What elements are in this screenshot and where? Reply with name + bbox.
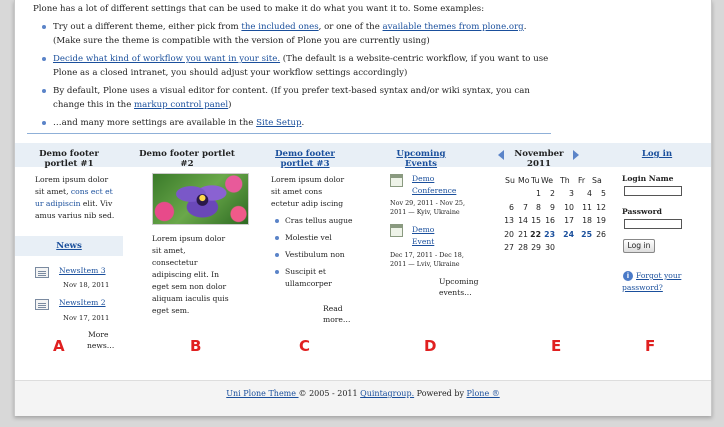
portlet3-bullet: Vestibulum non bbox=[285, 250, 345, 259]
intro-section bbox=[33, 2, 553, 134]
site-footer bbox=[15, 380, 711, 416]
portlet2-line: consectetur bbox=[152, 258, 198, 267]
calendar-day: 27 bbox=[504, 243, 514, 252]
password-input[interactable] bbox=[624, 219, 682, 229]
calendar-day: 18 bbox=[582, 216, 592, 225]
text: …and many more settings are available in the bbox=[53, 118, 257, 128]
event-1-date-2: 2011 — Kyiv, Ukraine bbox=[390, 208, 460, 216]
more-news-1[interactable]: More bbox=[88, 330, 109, 339]
more-news-2[interactable]: news… bbox=[87, 341, 115, 350]
news-item-2-link[interactable]: NewsItem 2 bbox=[59, 298, 106, 307]
portlet2-title: Demo footer portlet #2 bbox=[139, 149, 235, 169]
included-themes-link[interactable]: the included ones bbox=[241, 22, 319, 32]
news-item-3-link[interactable]: NewsItem 3 bbox=[59, 266, 106, 275]
login-name-label: Login Name bbox=[622, 174, 674, 183]
event-2-link-2[interactable]: Event bbox=[412, 237, 435, 246]
news-title-link[interactable]: News bbox=[56, 241, 82, 251]
portlet2-line: adipiscing elit. In bbox=[152, 270, 219, 279]
marker-e: E bbox=[551, 337, 562, 355]
bullet-icon bbox=[275, 219, 279, 223]
weekday-sa: Sa bbox=[592, 176, 602, 185]
portlet3-bullet: Molestie vel bbox=[285, 233, 332, 242]
calendar-day: 19 bbox=[596, 216, 606, 225]
text: Powered by bbox=[414, 389, 467, 398]
event-2-date-1: Dec 17, 2011 - Dec 18, bbox=[390, 251, 464, 259]
calendar-day: 5 bbox=[601, 189, 606, 198]
portlet1-line2 bbox=[35, 186, 113, 198]
portlet3-line: Lorem ipsum dolor bbox=[271, 175, 345, 184]
calendar-day: 8 bbox=[536, 202, 541, 212]
calendar-day[interactable]: 23 bbox=[544, 229, 555, 239]
divider bbox=[27, 133, 551, 134]
footer-text bbox=[15, 389, 711, 398]
calendar-day: 11 bbox=[582, 202, 592, 212]
plone-link[interactable]: Plone ® bbox=[466, 389, 500, 398]
intro-item-workflow bbox=[53, 52, 553, 80]
text: © 2005 - 2011 bbox=[298, 389, 361, 398]
calendar-day: 2 bbox=[550, 189, 555, 198]
workflow-link[interactable]: Decide what kind of workflow you want in your site. bbox=[53, 54, 281, 64]
marker-d: D bbox=[424, 337, 437, 355]
calendar-day[interactable]: 22 bbox=[530, 229, 541, 239]
weekday-tu: Tu bbox=[531, 176, 540, 185]
forgot-password-link-2[interactable]: password? bbox=[622, 283, 663, 292]
calendar-day: 29 bbox=[531, 243, 541, 252]
page-frame bbox=[14, 0, 712, 416]
bullet-icon bbox=[275, 236, 279, 240]
portlet2-line: sit amet, bbox=[152, 246, 186, 255]
calendar-day[interactable]: 24 bbox=[563, 229, 574, 239]
portlet2-line: aliquam iaculis quis bbox=[152, 294, 229, 303]
event-1-date-1: Nov 29, 2011 - Nov 25, bbox=[390, 199, 466, 207]
intro-lead: Plone has a lot of different settings that can be used to make it do what you want it to. Some examples: bbox=[33, 4, 485, 14]
plone-themes-link[interactable]: available themes from plone.org bbox=[382, 22, 524, 32]
portlet1-link2[interactable]: ur adipiscin bbox=[35, 199, 81, 208]
weekday-su: Su bbox=[505, 176, 515, 185]
intro-item-theme bbox=[53, 20, 553, 48]
portlet2-line: eget sem. bbox=[152, 306, 190, 315]
portlet3-bullet: Cras tellus augue bbox=[285, 216, 353, 225]
text: . bbox=[301, 118, 305, 128]
calendar-day: 14 bbox=[518, 216, 528, 225]
text: By default, Plone uses a visual editor for content. (If you prefer text-based syntax and/or wiki syntax, you can change this in the bbox=[53, 86, 530, 110]
news-item-3-date: Nov 18, 2011 bbox=[63, 281, 110, 289]
login-button[interactable]: Log in bbox=[623, 239, 655, 253]
calendar-day: 13 bbox=[504, 216, 514, 225]
calendar-day: 10 bbox=[564, 202, 574, 212]
calendar-day: 20 bbox=[504, 229, 514, 239]
calendar-day: 16 bbox=[545, 216, 555, 225]
calendar-day: 12 bbox=[596, 202, 606, 212]
calendar-day: 6 bbox=[509, 202, 514, 212]
weekday-we: We bbox=[541, 176, 554, 185]
intro-list bbox=[33, 20, 553, 130]
text: ) bbox=[228, 100, 232, 110]
calendar-day: 4 bbox=[587, 189, 592, 198]
intro-item-editor bbox=[53, 84, 553, 112]
text: (The default is a website-centric workflow, if you want to use Plone as a closed intranet, you should adjust your workflow settings accordingly) bbox=[53, 54, 549, 78]
read-more-2[interactable]: more… bbox=[323, 315, 351, 324]
portlet-header-band bbox=[15, 143, 711, 167]
weekday-fr: Fr bbox=[578, 176, 586, 185]
news-item-icon bbox=[35, 299, 49, 310]
calendar-day: 28 bbox=[518, 243, 528, 252]
calendar-day: 3 bbox=[569, 189, 574, 198]
text: . (Make sure the theme is compatible with the version of Plone you are currently using) bbox=[53, 22, 527, 46]
event-1-link-1[interactable]: Demo bbox=[412, 174, 435, 183]
portlet3-bullet: Suscipit et bbox=[285, 267, 326, 276]
portlet3-title-link[interactable]: Demo footer portlet #3 bbox=[275, 149, 335, 169]
event-2-date-2: 2011 — Lviv, Ukraine bbox=[390, 260, 460, 268]
weekday-mo: Mo bbox=[518, 176, 530, 185]
calendar-day: 15 bbox=[531, 216, 541, 225]
portlet3-line: ectetur adip iscing bbox=[271, 199, 344, 208]
read-more-1[interactable]: Read bbox=[323, 304, 343, 313]
next-month-icon[interactable] bbox=[573, 150, 579, 160]
text: sit amet, bbox=[35, 187, 71, 196]
text: , or one of the bbox=[318, 22, 383, 32]
calendar-day: 26 bbox=[596, 229, 606, 239]
text: elit. Viv bbox=[80, 199, 113, 208]
portlet2-line: Lorem ipsum dolor bbox=[152, 234, 226, 243]
marker-b: B bbox=[190, 337, 202, 355]
event-2-link-1[interactable]: Demo bbox=[412, 225, 435, 234]
calendar-day: 21 bbox=[518, 229, 528, 239]
calendar-day: 17 bbox=[564, 216, 574, 225]
portlet1-title: Demo footer portlet #1 bbox=[39, 149, 99, 169]
portlet3-line: sit amet cons bbox=[271, 187, 323, 196]
intro-item-setup bbox=[53, 116, 553, 130]
forgot-password-link-1[interactable]: Forgot your bbox=[636, 271, 682, 280]
bullet-icon bbox=[275, 253, 279, 257]
uni-plone-theme-link[interactable]: Uni Plone Theme bbox=[226, 389, 299, 398]
portlet1-line1: Lorem ipsum dolor bbox=[35, 175, 109, 184]
markup-control-panel-link[interactable]: markup control panel bbox=[134, 100, 229, 110]
calendar-day: 30 bbox=[545, 243, 555, 252]
portlet3-bullet-cont: ullamcorper bbox=[285, 279, 332, 288]
calendar-icon bbox=[390, 174, 403, 187]
login-title-link[interactable]: Log in bbox=[641, 149, 673, 159]
calendar-day[interactable]: 25 bbox=[581, 229, 592, 239]
portlet1-line3 bbox=[35, 198, 112, 210]
news-item-icon bbox=[35, 267, 49, 278]
marker-c: C bbox=[299, 337, 311, 355]
upcoming-events-more-2[interactable]: events… bbox=[439, 288, 472, 297]
site-setup-link[interactable]: Site Setup bbox=[256, 118, 302, 128]
password-label: Password bbox=[622, 207, 662, 216]
info-icon: i bbox=[623, 271, 633, 281]
upcoming-events-more-1[interactable]: Upcoming bbox=[439, 277, 479, 286]
weekday-th: Th bbox=[560, 176, 570, 185]
portlet2-line: eget sem non dolor bbox=[152, 282, 227, 291]
upcoming-events-link[interactable]: Upcoming Events bbox=[396, 149, 446, 169]
calendar-day: 7 bbox=[523, 202, 528, 212]
calendar-month: November 2011 bbox=[514, 149, 564, 169]
bullet-icon bbox=[275, 270, 279, 274]
event-1-link-2[interactable]: Conference bbox=[412, 186, 457, 195]
login-name-input[interactable] bbox=[624, 186, 682, 196]
calendar-day: 1 bbox=[536, 189, 541, 198]
previous-month-icon[interactable] bbox=[498, 150, 504, 160]
calendar-day: 9 bbox=[550, 202, 555, 212]
portlet1-link1[interactable]: cons ect et bbox=[70, 187, 113, 196]
calendar-icon bbox=[390, 224, 403, 237]
pansy-flower-image bbox=[152, 173, 249, 225]
portlet1-line4: amus varius nib sed. bbox=[35, 211, 115, 220]
marker-f: F bbox=[645, 337, 656, 355]
news-item-2-date: Nov 17, 2011 bbox=[63, 314, 110, 322]
text: Try out a different theme, either pick from bbox=[53, 22, 242, 32]
marker-a: A bbox=[53, 337, 65, 355]
quintagroup-link[interactable]: Quintagroup. bbox=[360, 389, 415, 398]
